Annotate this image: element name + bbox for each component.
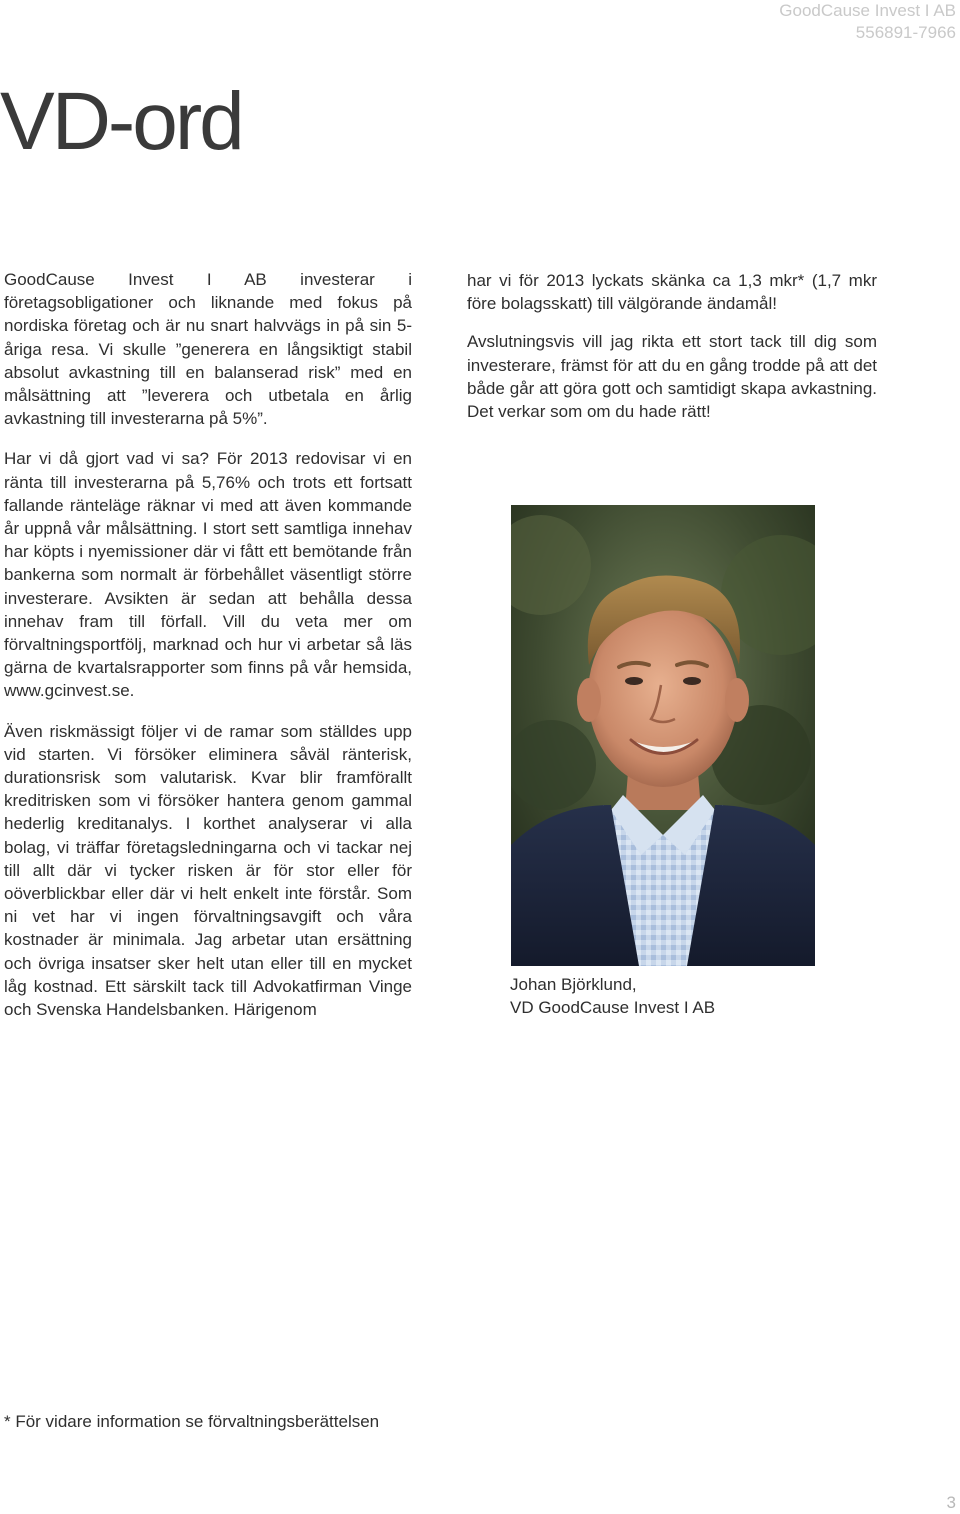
paragraph-donation: har vi för 2013 lyckats skänka ca 1,3 mkr* (1,7 mkr före bolagsskatt) till välgörande ändamål! xyxy=(467,271,877,314)
page-number: 3 xyxy=(946,1493,956,1512)
caption-role: VD GoodCause Invest I AB xyxy=(510,998,716,1017)
header-company: GoodCause Invest I AB xyxy=(779,1,956,20)
portrait-illustration xyxy=(511,505,815,966)
left-column xyxy=(4,268,412,1038)
right-column xyxy=(467,269,877,438)
footnote: * För vidare information se förvaltningsberättelsen xyxy=(4,1412,380,1431)
page-title: VD-ord xyxy=(0,76,242,167)
page-header xyxy=(779,0,956,44)
portrait-photo xyxy=(511,505,815,966)
paragraph-intro: GoodCause Invest I AB investerar i företagsobligationer och liknande med fokus på nordiska företag och är nu snart halvvägs in på sin 5-åriga resa. Vi skulle ”generera en långsiktigt stabil absolut avkastning till en balanserad risk” med en målsättning att ”leverera och utbetala en årlig avkastning till investerarna på 5%”. xyxy=(4,270,412,429)
paragraph-closing: Avslutningsvis vill jag rikta ett stort tack till dig som investerare, främst för att du en gång trodde på att det både går att göra gott och samtidigt skapa avkastning. Det verkar som om du hade rätt! xyxy=(467,332,877,422)
paragraph-results: Har vi då gjort vad vi sa? För 2013 redovisar vi en ränta till investerarna på 5,76% och trots ett fortsatt fallande ränteläge räknar vi med att även kommande år uppnå vår målsättning. I stort sett samtliga innehav har köpts i nyemissioner där vi fått ett bemötande från bankerna som normalt är förbehållet väsentligt större investerare. Avsikten är sedan att behålla dessa innehav fram till förfall. Vill du veta mer om förvaltningsportfölj, marknad och hur vi arbetar så läs gärna de kvartalsrapporter som finns på vår hemsida, www.gcinvest.se. xyxy=(4,449,412,701)
photo-caption xyxy=(510,973,715,1019)
caption-name: Johan Björklund, xyxy=(510,975,637,994)
paragraph-risk: Även riskmässigt följer vi de ramar som ställdes upp vid starten. Vi försöker eliminera såväl ränterisk, durationsrisk som valutarisk. Kvar blir framförallt kreditrisken som vi försöker hantera genom gammal hederlig kreditanalys. I korthet analyserar vi alla bolag, vi träffar företagsledningarna och vi tackar nej till allt där vi tycker risken är för stor eller för oöverblickbar eller där vi helt enkelt inte förstår. Som ni vet har vi ingen förvaltningsavgift och våra kostnader är minimala. Jag arbetar utan ersättning och övriga insatser sker helt utan eller till en mycket låg kostnad. Ett särskilt tack till Advokatfirman Vinge och Svenska Handelsbanken. Härigenom xyxy=(4,721,412,1020)
header-org-number: 556891-7966 xyxy=(855,23,956,42)
